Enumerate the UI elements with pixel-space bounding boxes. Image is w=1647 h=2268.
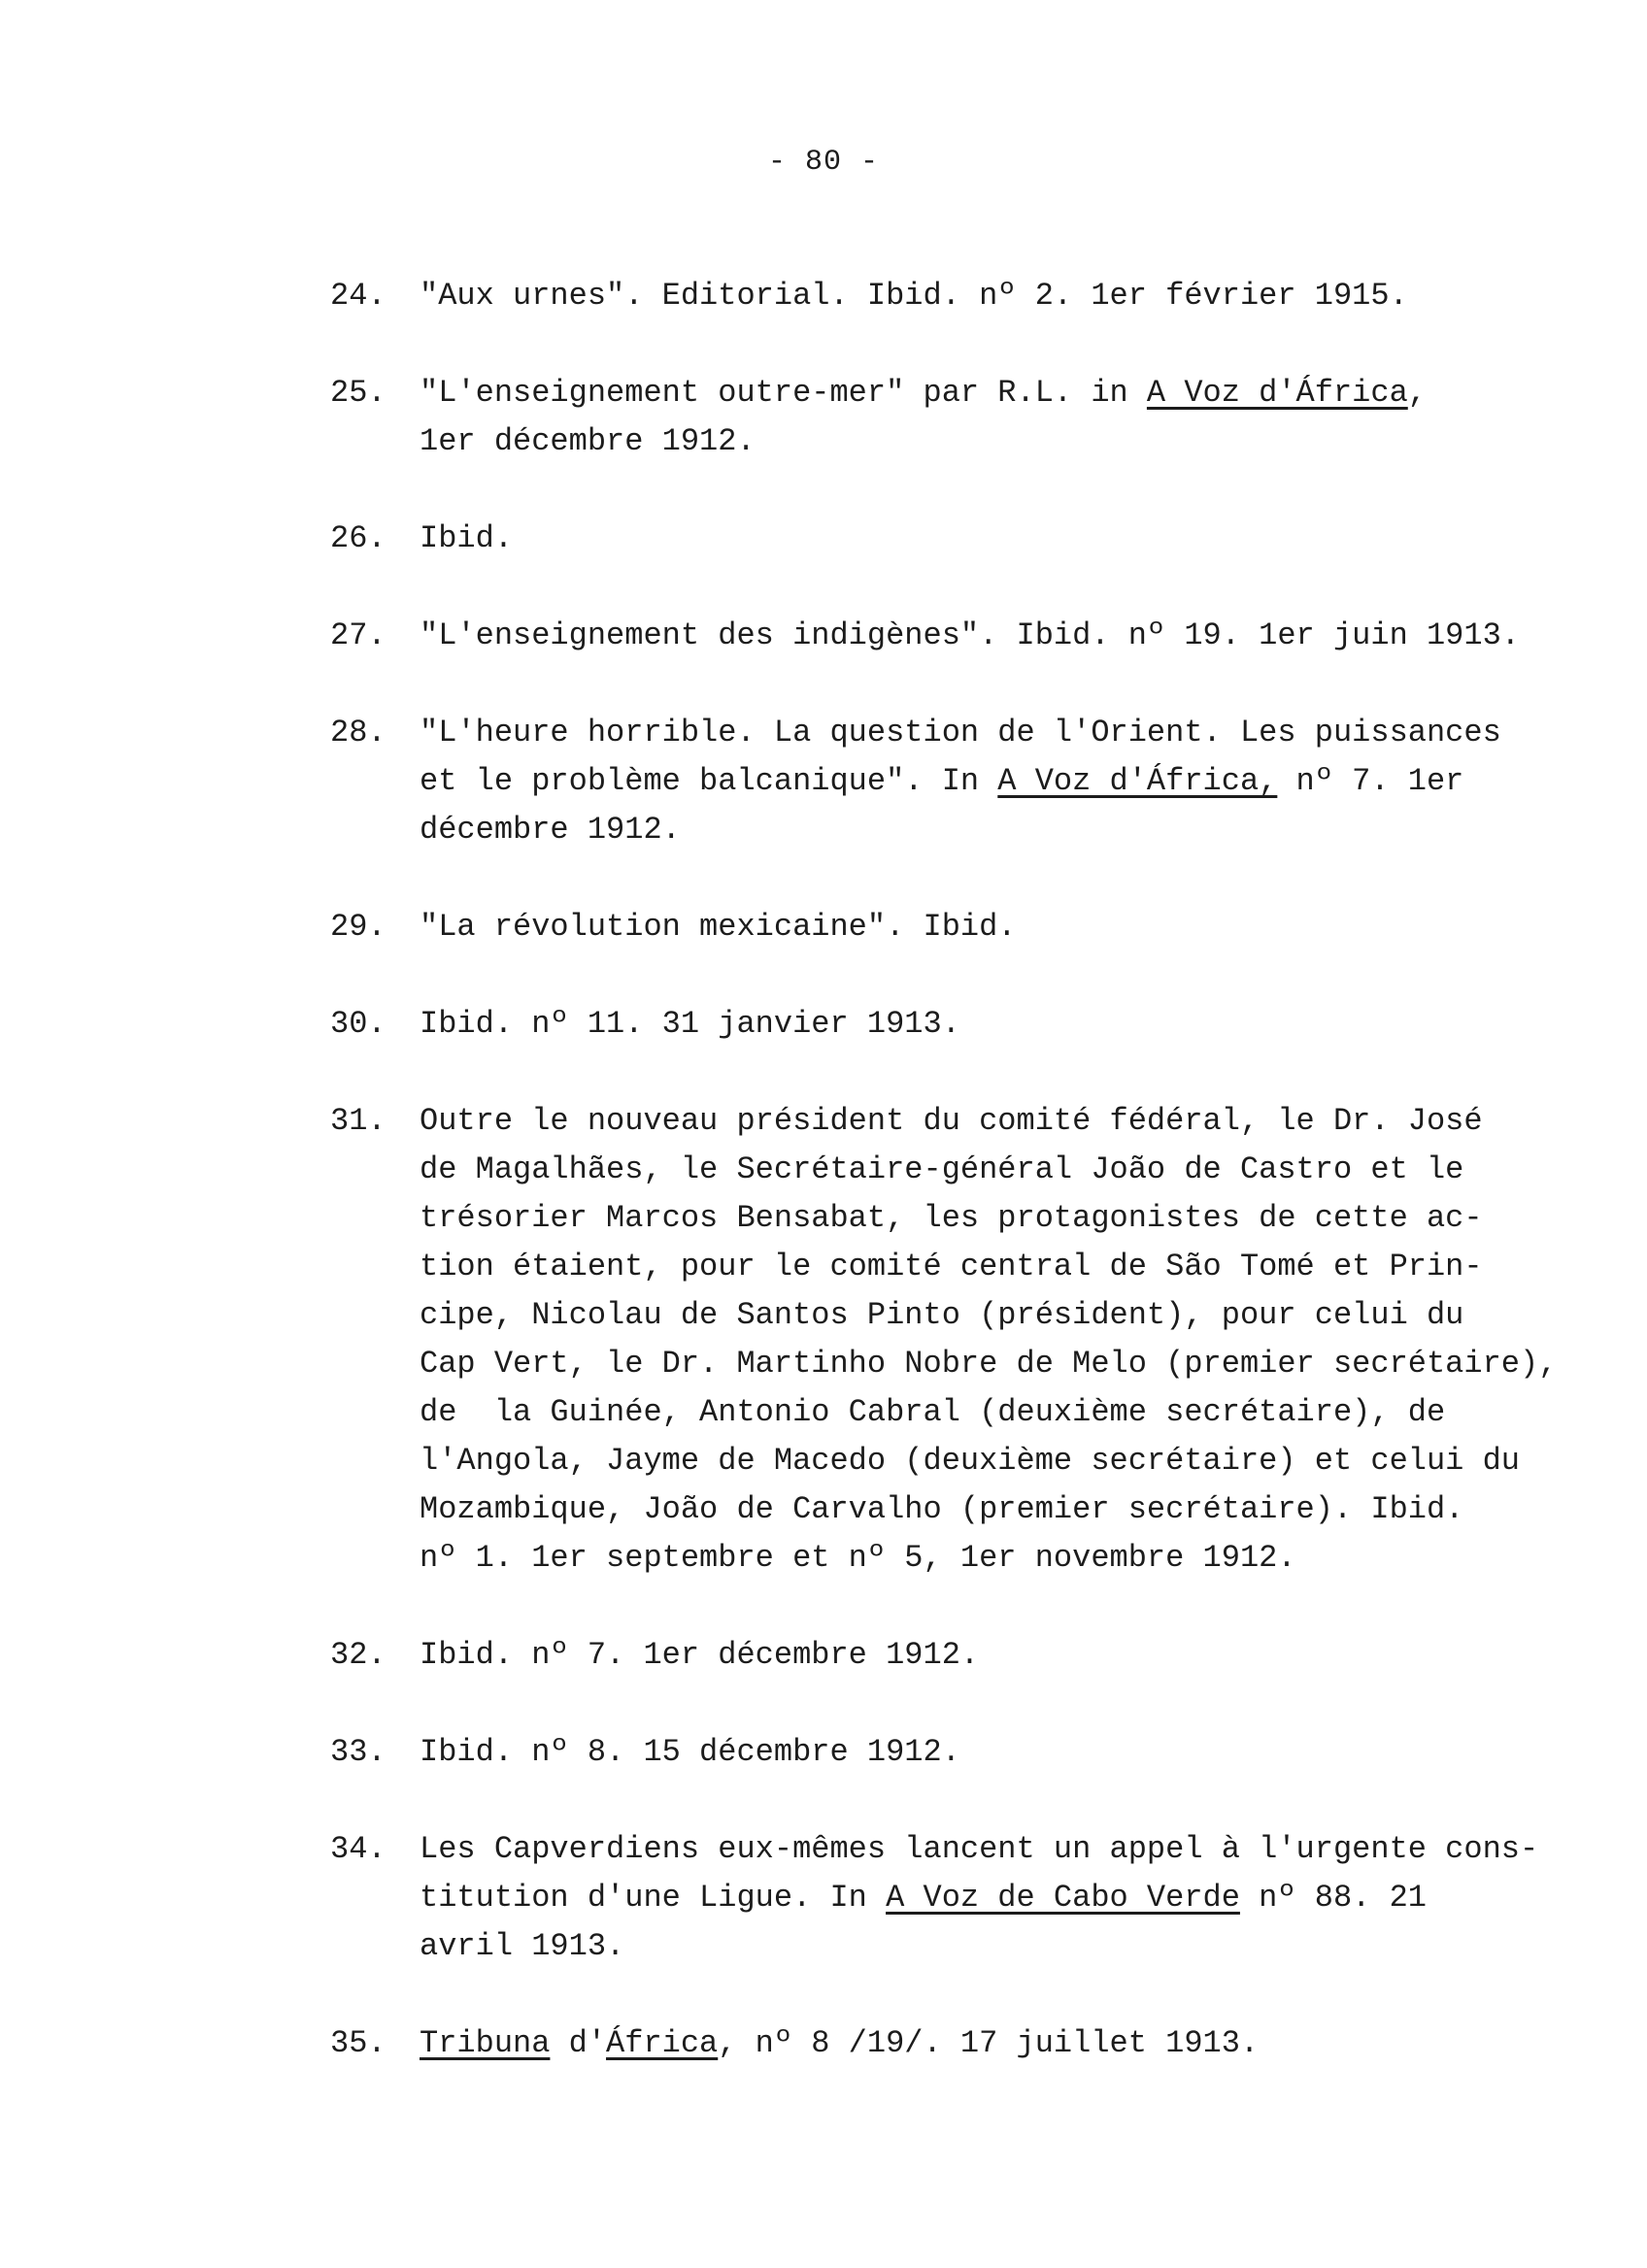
text-line [420,2019,1622,2068]
footnote-number: 29. [330,909,387,945]
text-line [420,515,1622,563]
footnote-item [330,1097,1622,1583]
text-line [420,1485,1622,1534]
text-line [420,612,1622,660]
underlined-title: África [606,2025,719,2061]
text-line [420,1194,1622,1243]
footnote-text [420,903,1622,951]
text-line [420,757,1622,806]
footnote-text [420,272,1622,320]
text-line [420,1340,1622,1388]
text-segment: "L'heure horrible. La question de l'Orient. Les puissances [420,715,1501,750]
footnote-item [330,1000,1622,1049]
text-segment: nº 1. 1er septembre et nº 5, 1er novembre 1912. [420,1540,1296,1576]
footnote-text [420,1631,1622,1680]
footnote-item [330,709,1622,854]
footnote-item [330,1825,1622,1971]
footnote-item [330,1728,1622,1777]
text-line [420,1874,1622,1922]
footnote-item [330,612,1622,660]
text-line [420,1243,1622,1291]
text-segment: "Aux urnes". Editorial. Ibid. nº 2. 1er février 1915. [420,278,1408,314]
text-line [420,369,1622,417]
text-segment: l'Angola, Jayme de Macedo (deuxième secrétaire) et celui du [420,1443,1520,1479]
underlined-title: A Voz d'África [1146,375,1408,411]
text-line [420,1291,1622,1340]
text-segment: de la Guinée, Antonio Cabral (deuxième secrétaire), de [420,1394,1446,1430]
text-line [420,1825,1622,1874]
footnote-number: 30. [330,1006,387,1042]
footnote-item [330,369,1622,466]
text-line [420,272,1622,320]
text-line [420,1922,1622,1971]
text-line [420,1388,1622,1437]
footnote-item [330,2019,1622,2068]
text-line [420,1534,1622,1583]
footnote-text [420,1728,1622,1777]
footnote-number: 26. [330,520,387,556]
text-segment: 1er décembre 1912. [420,423,756,459]
text-segment: Ibid. nº 11. 31 janvier 1913. [420,1006,960,1042]
footnote-number: 28. [330,715,387,750]
footnote-number: 32. [330,1637,387,1673]
text-segment: Ibid. [420,520,514,556]
footnote-text [420,369,1622,466]
text-line [420,1146,1622,1194]
text-segment: , [1407,375,1427,411]
text-line [420,1437,1622,1485]
footnote-number: 27. [330,617,387,653]
text-segment: de Magalhães, le Secrétaire-général João de Castro et le [420,1151,1464,1187]
text-segment: et le problème balcanique". In [420,763,998,799]
text-segment: décembre 1912. [420,812,681,848]
text-segment: titution d'une Ligue. In [420,1880,887,1916]
text-segment: avril 1913. [420,1928,625,1964]
text-segment: Ibid. nº 7. 1er décembre 1912. [420,1637,980,1673]
footnote-number: 35. [330,2025,387,2061]
page-number: - 80 - [767,146,880,179]
text-segment: d' [550,2025,607,2061]
text-segment: Outre le nouveau président du comité fédéral, le Dr. José [420,1103,1483,1139]
text-segment: trésorier Marcos Bensabat, les protagonistes de cette ac- [420,1200,1483,1236]
footnote-text [420,515,1622,563]
footnote-text [420,1000,1622,1049]
text-line [420,1097,1622,1146]
text-segment: Cap Vert, le Dr. Martinho Nobre de Melo (premier secrétaire), [420,1346,1558,1382]
footnote-text [420,709,1622,854]
footnote-number: 24. [330,278,387,314]
text-segment: nº 88. 21 [1239,1880,1427,1916]
footnote-number: 31. [330,1103,387,1139]
text-segment: Ibid. nº 8. 15 décembre 1912. [420,1734,960,1770]
text-segment: "L'enseignement outre-mer" par R.L. in [420,375,1147,411]
footnote-text [420,1825,1622,1971]
underlined-title: A Voz de Cabo Verde [886,1880,1240,1916]
text-line [420,1728,1622,1777]
footnote-number: 34. [330,1831,387,1867]
text-segment: , nº 8 /19/. 17 juillet 1913. [718,2025,1260,2061]
footnote-number: 33. [330,1734,387,1770]
footnotes-list [330,272,1622,2117]
text-segment: Mozambique, João de Carvalho (premier secrétaire). Ibid. [420,1491,1464,1527]
text-line [420,1000,1622,1049]
text-segment: "L'enseignement des indigènes". Ibid. nº 19. 1er juin 1913. [420,617,1520,653]
text-line [420,417,1622,466]
footnote-text [420,2019,1622,2068]
footnote-number: 25. [330,375,387,411]
text-segment: tion étaient, pour le comité central de São Tomé et Prin- [420,1249,1483,1284]
text-segment: Les Capverdiens eux-mêmes lancent un appel à l'urgente cons- [420,1831,1539,1867]
text-line [420,1631,1622,1680]
underlined-title: Tribuna [420,2025,551,2061]
footnote-text [420,1097,1622,1583]
footnote-text [420,612,1622,660]
underlined-title: A Voz d'África, [997,763,1278,799]
footnote-item [330,272,1622,320]
footnote-item [330,1631,1622,1680]
text-segment: cipe, Nicolau de Santos Pinto (président), pour celui du [420,1297,1464,1333]
footnote-item [330,903,1622,951]
text-line [420,903,1622,951]
footnote-item [330,515,1622,563]
text-segment: "La révolution mexicaine". Ibid. [420,909,1017,945]
text-line [420,709,1622,757]
text-segment: nº 7. 1er [1277,763,1464,799]
text-line [420,806,1622,854]
